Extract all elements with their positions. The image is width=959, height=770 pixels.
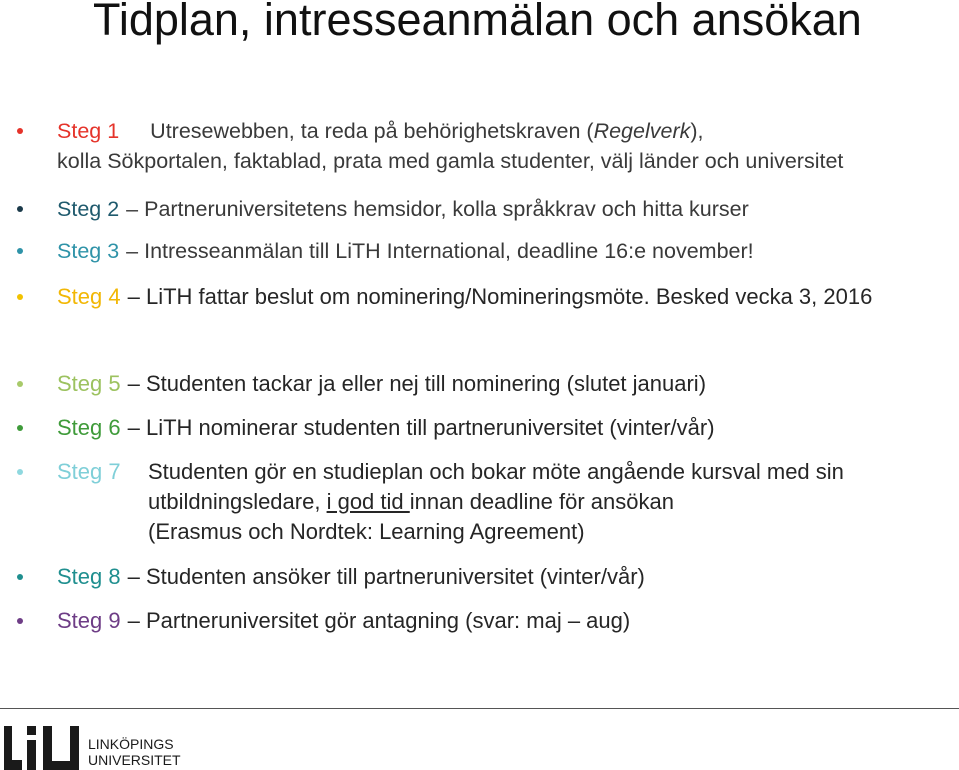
step-label: Steg 3 [57,239,120,263]
bullet-icon [17,294,23,300]
step-7 [0,457,959,547]
step-text-italic: Regelverk [593,119,691,143]
step-line [57,194,959,224]
step-line [57,606,959,636]
bullet-icon [17,248,23,254]
step-line [57,236,959,266]
step-text: ), [690,119,704,143]
step-text: – Studenten ansöker till partneruniversitet (vinter/vår) [127,564,645,589]
step-text-underlined: i god tid [326,489,410,514]
step-label: Steg 6 [57,415,121,440]
step-text: – Intresseanmälan till LiTH International, deadline 16:e november! [126,239,754,263]
step-8 [0,562,959,592]
bullet-icon [17,425,23,431]
step-text: – Partneruniversitet gör antagning (svar: maj – aug) [127,608,631,633]
step-line-continued: (Erasmus och Nordtek: Learning Agreement) [148,519,585,544]
step-line [57,562,959,592]
step-line-continued [148,487,959,517]
step-label: Steg 9 [57,608,121,633]
bullet-icon [17,128,23,134]
step-line [57,457,959,487]
step-label: Steg 4 [57,284,121,309]
bullet-icon [17,618,23,624]
step-line-continued: kolla Sökportalen, faktablad, prata med gamla studenter, välj länder och universitet [57,149,844,173]
step-line [57,413,959,443]
step-3 [0,236,959,266]
step-6 [0,413,959,443]
logo-wordmark-line1: LINKÖPINGS [88,736,174,752]
step-label: Steg 2 [57,197,120,221]
step-line [57,369,959,399]
step-text: – Studenten tackar ja eller nej till nominering (slutet januari) [127,371,707,396]
step-5 [0,369,959,399]
step-text: Utresewebben, ta reda på behörighetskraven ( [150,119,594,143]
bullet-icon [17,469,23,475]
step-1 [0,116,959,176]
footer-divider [0,708,959,709]
bullet-icon [17,381,23,387]
bullet-icon [17,574,23,580]
slide-title: Tidplan, intresseanmälan och ansökan [93,0,862,45]
step-label: Steg 5 [57,371,121,396]
step-text: – Partneruniversitetens hemsidor, kolla språkkrav och hitta kurser [126,197,749,221]
step-4 [0,282,959,312]
step-text: innan deadline för ansökan [409,489,674,514]
step-label: Steg 7 [57,459,121,484]
step-line [57,116,959,146]
step-text: – LiTH fattar beslut om nominering/Nomineringsmöte. Besked vecka 3, 2016 [127,284,873,309]
step-2 [0,194,959,224]
step-text: Studenten gör en studieplan och bokar möte angående kursval med sin [148,459,844,484]
step-text: – LiTH nominerar studenten till partneruniversitet (vinter/vår) [127,415,715,440]
bullet-icon [17,206,23,212]
liu-logo-icon [0,722,84,770]
step-text: utbildningsledare, [148,489,327,514]
university-logo [0,722,200,770]
step-label: Steg 1 [57,119,120,143]
logo-wordmark-line2: UNIVERSITET [88,752,181,768]
step-line [57,282,959,312]
step-9 [0,606,959,636]
step-label: Steg 8 [57,564,121,589]
